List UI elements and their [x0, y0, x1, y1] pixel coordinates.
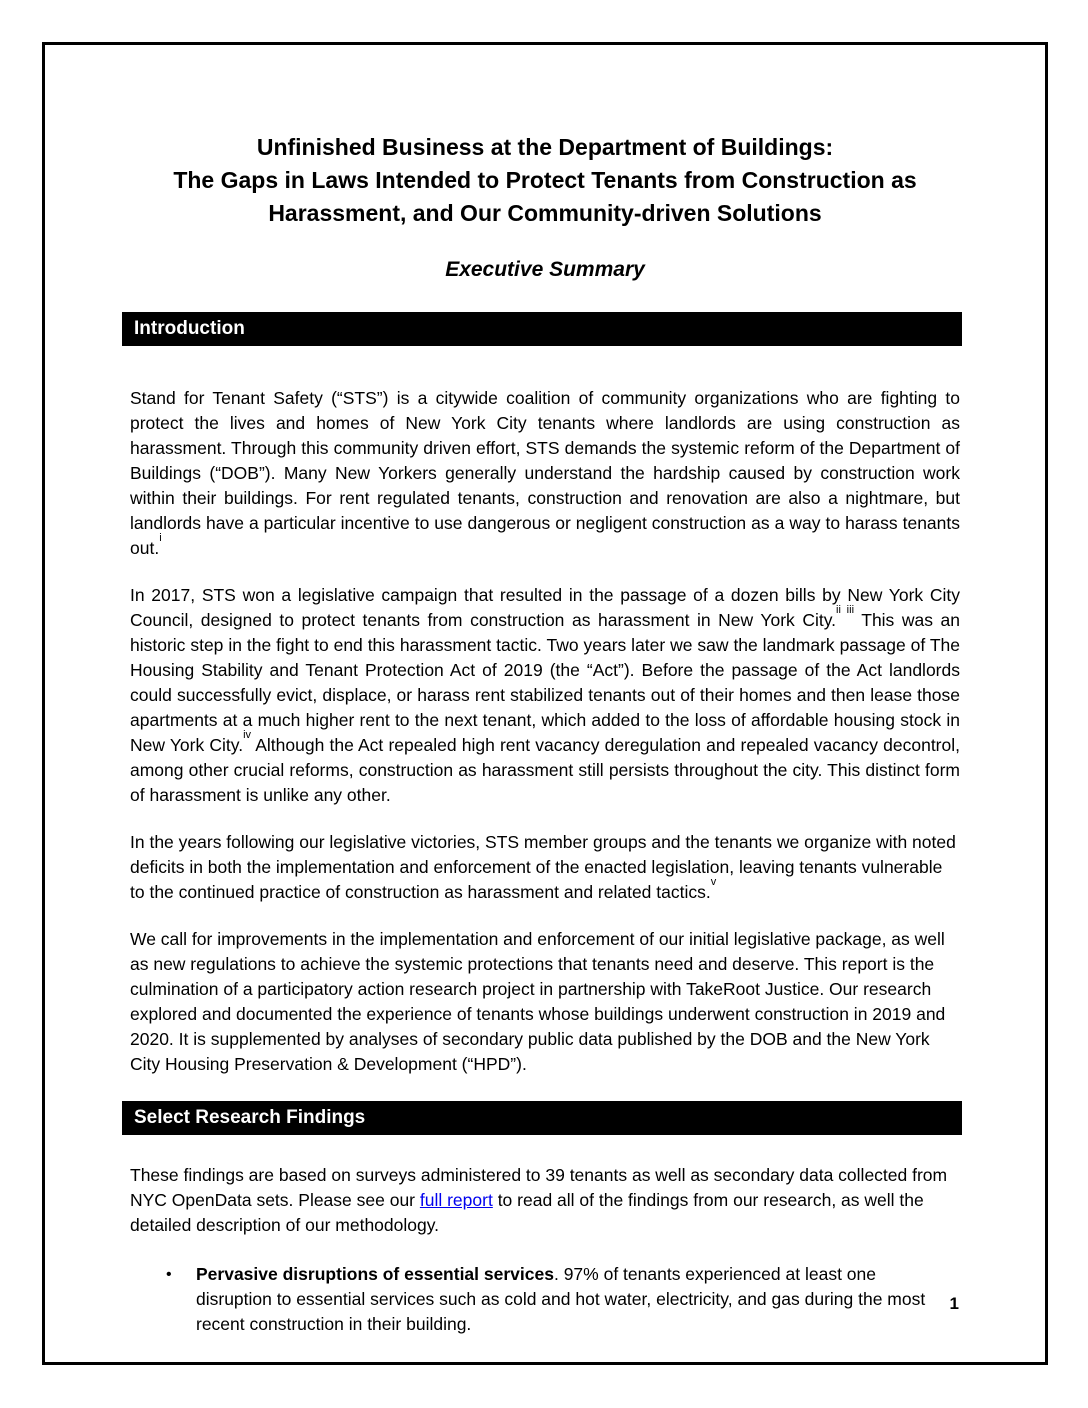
paragraph-text: Stand for Tenant Safety (“STS”) is a citywide coalition of community organizations who are fighting to protect the lives and homes of New York City tenants where landlords are using construction as harassment. Through this community driven effort, STS demands the systemic reform of the Department of Buildings (“DOB”). Many New Yorkers generally understand the hardship caused by construction work within their buildings. For rent regulated tenants, construction and renovation are also a nightmare, but landlords have a particular incentive to use dangerous or negligent construction as a way to harass tenants out.: [130, 388, 960, 558]
bullet-text: [196, 1262, 960, 1337]
section-heading-introduction: Introduction: [122, 312, 962, 346]
paragraph-text: These findings are based on surveys administered to 39 tenants as well as secondary data collected from NYC OpenData sets. Please see our: [130, 1165, 948, 1210]
paragraph-text: In the years following our legislative victories, STS member groups and the tenants we organize with noted deficits in both the implementation and enforcement of the enacted legislation, leaving tenants vulnerable to the continued practice of construction as harassment and related tactics.: [130, 832, 956, 902]
bullet-bold-lead: Pervasive disruptions of essential services: [196, 1264, 554, 1284]
footnote-marker-iv: iv: [243, 729, 252, 742]
page-number: 1: [949, 1294, 959, 1313]
findings-intro-paragraph: [130, 1163, 960, 1238]
bullet-icon: •: [166, 1266, 172, 1283]
document-title: [130, 131, 960, 230]
paragraph-text: This was an historic step in the fight to end this harassment tactic. Two years later we saw the landmark passage of The Housing Stability and Tenant Protection Act of 2019 (the “Act”). Before the passage of the Act landlords could successfully evict, displace, or harass rent stabilized tenants out of their homes and then lease those apartments at a much higher rent to the next tenant, which added to the loss of affordable housing stock in New York City.: [130, 610, 961, 755]
intro-paragraph-2: [130, 583, 960, 808]
intro-paragraph-1: [130, 386, 960, 561]
paragraph-text: Although the Act repealed high rent vacancy deregulation and repealed vacancy decontrol, among other crucial reforms, construction as harassment still persists throughout the city. This distinct form of harassment is unlike any other.: [130, 735, 960, 805]
executive-summary-subtitle: Executive Summary: [445, 258, 645, 281]
footnote-marker-ii-iii: ii iii: [836, 604, 855, 617]
section-heading-select-research-findings: Select Research Findings: [122, 1101, 962, 1135]
full-report-link[interactable]: full report: [419, 1190, 493, 1210]
page-border-frame: [42, 42, 1048, 1365]
footnote-marker-v: v: [710, 876, 717, 889]
paragraph-text: In 2017, STS won a legislative campaign that resulted in the passage of a dozen bills by New York City Council, designed to protect tenants from construction as harassment in New York City.: [130, 585, 960, 630]
title-line-3: Harassment, and Our Community-driven Solutions: [268, 200, 822, 226]
finding-bullet-item: [166, 1262, 960, 1337]
intro-paragraph-3: [130, 830, 960, 905]
intro-paragraph-4: We call for improvements in the implementation and enforcement of our initial legislative package, as well as new regulations to achieve the systemic protections that tenants need and deserve. This report is the culmination of a participatory action research project in partnership with TakeRoot Justice. Our research explored and documented the experience of tenants whose buildings underwent construction in 2019 and 2020. It is supplemented by analyses of secondary public data published by the DOB and the New York City Housing Preservation & Development (“HPD”).: [130, 929, 946, 1074]
bullet-rest: . 97% of tenants experienced at least one disruption to essential services such as cold and hot water, electricity, and gas during the most recent construction in their building.: [196, 1264, 926, 1334]
paragraph-text: to read all of the findings from our research, as well the detailed description of our methodology.: [130, 1190, 924, 1235]
page-content: [130, 45, 960, 1337]
title-line-2: The Gaps in Laws Intended to Protect Tenants from Construction as: [173, 167, 917, 193]
title-line-1: Unfinished Business at the Department of Buildings:: [256, 134, 834, 160]
footnote-marker-i: i: [159, 532, 162, 545]
